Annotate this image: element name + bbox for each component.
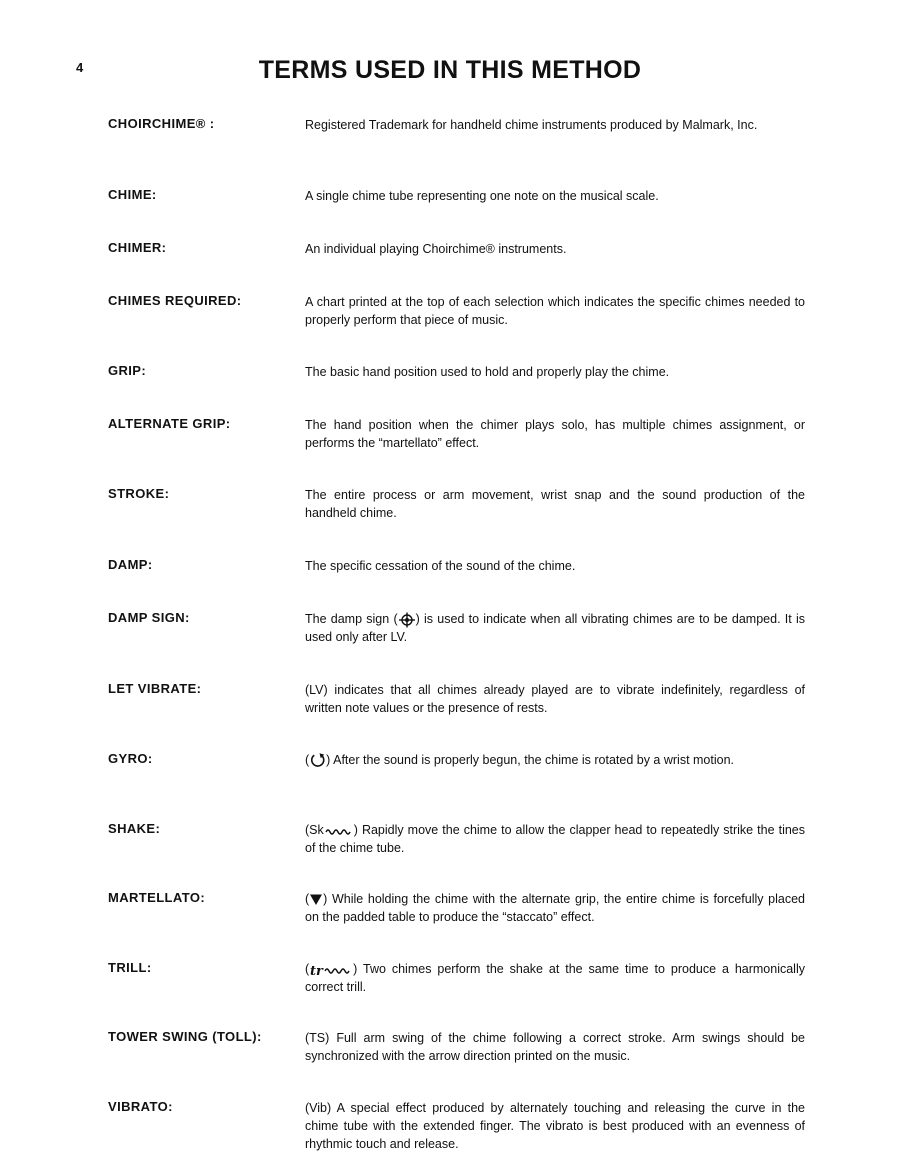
term-definition: The basic hand position used to hold and properly play the chime. — [305, 365, 670, 379]
term-definition: (TS) Full arm swing of the chime following a correct stroke. Arm swings should be synchronized with the arrow direction printed on the music. — [305, 1031, 805, 1063]
definition-text-after: ) While holding the chime with the alternate grip, the entire chime is forcefully placed on the padded table to produce the “staccato” effect. — [305, 892, 805, 924]
term-name: TOWER SWING (TOLL): — [108, 1029, 262, 1044]
trill-icon — [309, 963, 353, 977]
term-definition — [305, 960, 805, 996]
definition-text-after: ) is used to indicate when all vibrating chimes are to be damped. It is used only after LV. — [305, 612, 805, 644]
term-definition: (Vib) A special effect produced by alternately touching and releasing the curve in the chime tube with the extended finger. The vibrato is best produced with an evenness of rhythmic touch and release. — [305, 1101, 805, 1151]
page-title: TERMS USED IN THIS METHOD — [258, 56, 642, 84]
term-definition: The entire process or arm movement, wrist snap and the sound production of the handheld chime. — [305, 488, 805, 520]
term-name: CHIME: — [108, 187, 157, 202]
definition-text-after: ) After the sound is properly begun, the chime is rotated by a wrist motion. — [326, 753, 735, 767]
page-number: 4 — [76, 60, 84, 75]
term-definition: An individual playing Choirchime® instruments. — [305, 242, 567, 256]
term-name: SHAKE: — [108, 821, 161, 836]
term-definition: A chart printed at the top of each selection which indicates the specific chimes needed to properly perform that piece of music. — [305, 295, 805, 327]
term-name: MARTELLATO: — [108, 890, 206, 905]
definition-text-before: ( — [305, 753, 310, 767]
term-definition: The hand position when the chimer plays solo, has multiple chimes assignment, or performs the “martellato” effect. — [305, 418, 805, 450]
term-name: TRILL: — [108, 960, 152, 975]
definition-text-after: ) Rapidly move the chime to allow the clapper head to repeatedly strike the tines of the chime tube. — [305, 823, 805, 855]
definition-text-before: (Sk — [305, 823, 324, 837]
term-name: CHOIRCHIME® : — [108, 116, 215, 131]
damp-sign-icon — [398, 612, 416, 628]
term-name: LET VIBRATE: — [108, 681, 202, 696]
definition-text-after: ) Two chimes perform the shake at the same time to produce a harmonically correct trill. — [305, 962, 805, 994]
term-definition — [305, 610, 805, 646]
term-definition: A single chime tube representing one note on the musical scale. — [305, 189, 659, 203]
term-definition: Registered Trademark for handheld chime instruments produced by Malmark, Inc. — [305, 118, 758, 132]
term-definition — [305, 890, 805, 926]
term-name: STROKE: — [108, 486, 170, 501]
definition-text-before: ( — [305, 962, 310, 976]
term-definition: The specific cessation of the sound of the chime. — [305, 559, 576, 573]
term-name: CHIMER: — [108, 240, 167, 255]
shake-wave-icon — [324, 826, 354, 836]
term-definition — [305, 751, 805, 769]
svg-text:tr: tr — [310, 963, 324, 977]
term-name: ALTERNATE GRIP: — [108, 416, 231, 431]
term-name: GRIP: — [108, 363, 147, 378]
term-name: CHIMES REQUIRED: — [108, 293, 242, 308]
definition-text-before: ( — [305, 892, 310, 906]
gyro-icon — [309, 752, 326, 769]
term-name: DAMP: — [108, 557, 153, 572]
term-definition: (LV) indicates that all chimes already played are to vibrate indefinitely, regardless of written note values or the presence of rests. — [305, 683, 805, 715]
term-name: GYRO: — [108, 751, 153, 766]
term-name: VIBRATO: — [108, 1099, 173, 1114]
martellato-triangle-icon — [309, 893, 323, 906]
term-definition — [305, 821, 805, 857]
term-name: DAMP SIGN: — [108, 610, 190, 625]
definition-text-before: The damp sign ( — [305, 612, 398, 626]
